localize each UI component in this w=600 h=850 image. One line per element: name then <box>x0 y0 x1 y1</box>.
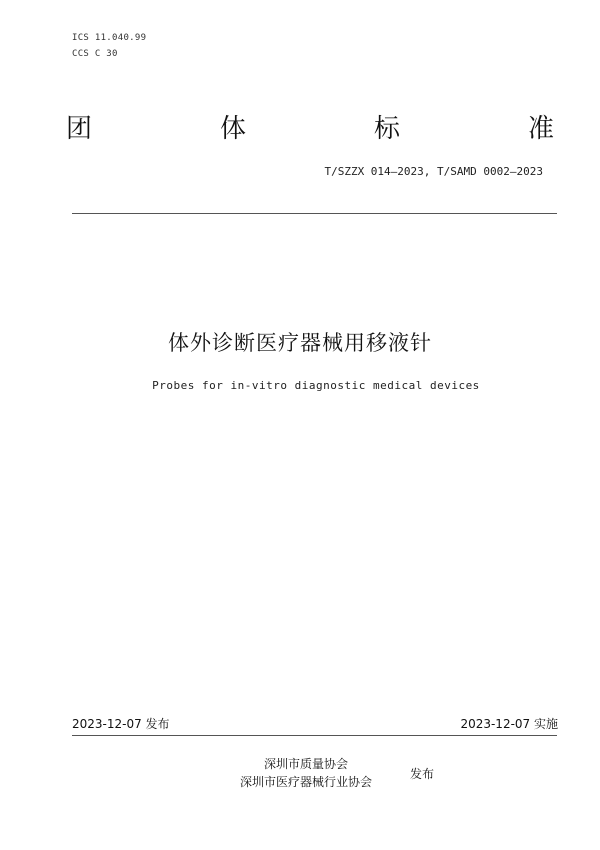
classification-codes <box>72 30 146 62</box>
issue-date: 2023-12-07 发布 <box>72 717 170 731</box>
heading-char: 体 <box>219 114 246 144</box>
document-title-chinese: 体外诊断医疗器械用移液针 <box>168 331 432 355</box>
issuing-organizations <box>226 755 386 791</box>
standard-number: T/SZZX 014—2023, T/SAMD 0002—2023 <box>324 165 543 178</box>
implementation-date: 2023-12-07 实施 <box>460 717 558 731</box>
heading-char: 标 <box>373 114 400 144</box>
heading-char: 团 <box>66 114 93 144</box>
heading-char: 准 <box>527 114 554 144</box>
issuer-name: 深圳市质量协会 <box>263 757 348 771</box>
standard-type-heading <box>66 112 554 146</box>
ics-code: ICS 11.040.99 <box>72 33 147 43</box>
top-divider <box>72 213 557 214</box>
document-title-english: Probes for in-vitro diagnostic medical devices <box>152 379 480 392</box>
ccs-code: CCS C 30 <box>72 49 118 59</box>
issuer-name: 深圳市医疗器械行业协会 <box>239 775 372 789</box>
publish-label: 发布 <box>410 767 435 781</box>
bottom-divider <box>72 735 557 736</box>
